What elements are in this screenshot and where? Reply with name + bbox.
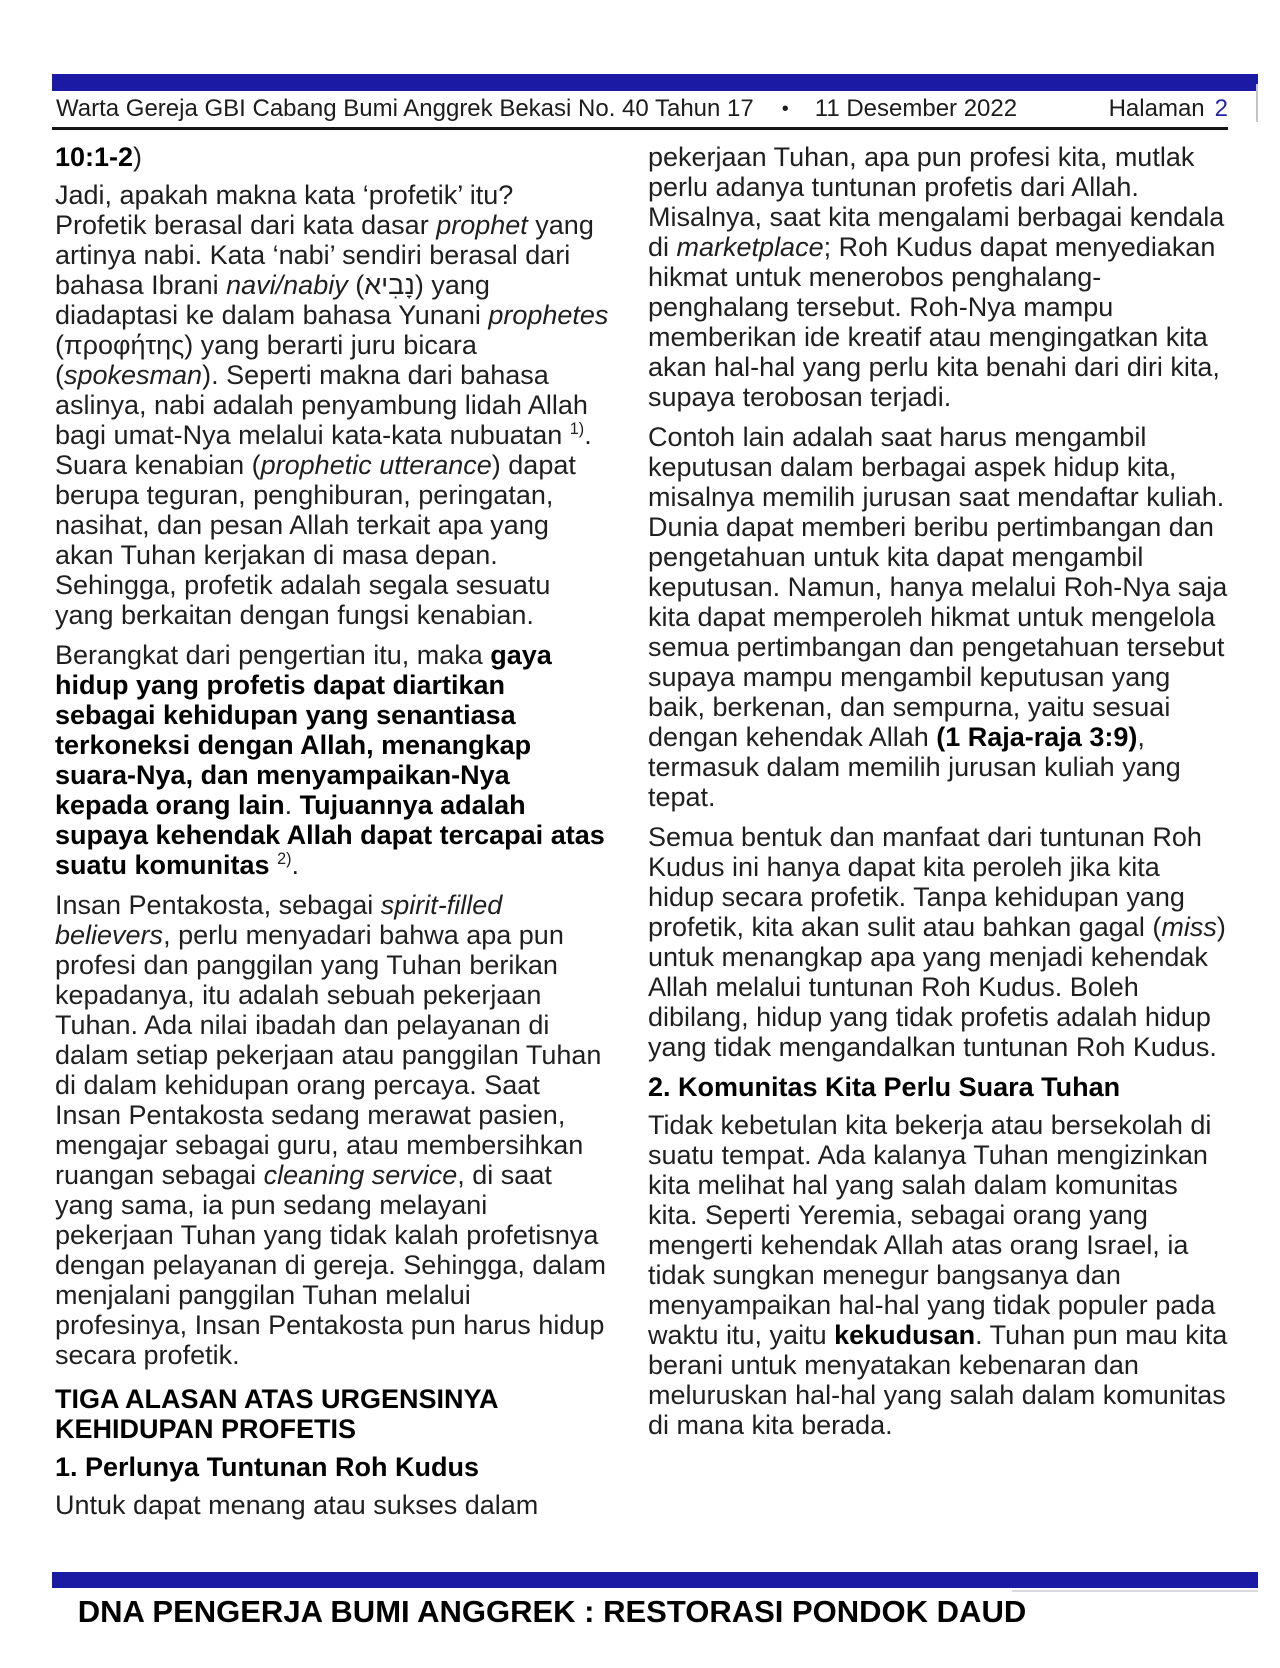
paragraph: Tidak kebetulan kita bekerja atau bersekolah di suatu tempat. Ada kalanya Tuhan mengizinkan kita melihat hal yang salah dalam komunitas kita. Seperti Yeremia, sebagai orang yang mengerti kehendak Allah atas orang Israel, ia tidak sungkan menegur bangsanya dan menyampaikan hal-hal yang tidak populer pada waktu itu, yaitu kekudusan. Tuhan pun mau kita berani untuk menyatakan kebenaran dan meluruskan hal-hal yang salah dalam komunitas di mana kita berada. <box>648 1110 1228 1440</box>
header-divider-rule <box>52 127 1228 130</box>
top-blue-bar <box>52 74 1258 91</box>
paragraph: Contoh lain adalah saat harus mengambil keputusan dalam berbagai aspek hidup kita, misalnya memilih jurusan saat mendaftar kuliah. Dunia dapat memberi beribu pertimbangan dan pengetahuan untuk kita dapat mengambil keputusan. Namun, hanya melalui Roh-Nya saja kita dapat memperoleh hikmat untuk mengelola semua pertimbangan dan pengetahuan tersebut supaya mampu mengambil keputusan yang baik, berkenan, dan sempurna, yaitu sesuai dengan kehendak Allah (1 Raja-raja 3:9), termasuk dalam memilih jurusan kuliah yang tepat. <box>648 422 1228 812</box>
article-body <box>55 142 1228 1530</box>
paragraph: Berangkat dari pengertian itu, maka gaya hidup yang profetis dapat diartikan sebagai kehidupan yang senantiasa terkoneksi dengan Allah, menangkap suara-Nya, dan menyampaikan-Nya kepada orang lain. Tujuannya adalah supaya kehendak Allah dapat tercapai atas suatu komunitas $^{2)}$. <box>55 640 605 880</box>
section-heading: TIGA ALASAN ATAS URGENSINYA KEHIDUPAN PROFETIS <box>55 1384 498 1444</box>
sub-heading: 2. Komunitas Kita Perlu Suara Tuhan <box>648 1072 1121 1102</box>
footer-blue-bar <box>52 1572 1258 1588</box>
sub-heading: 1. Perlunya Tuntunan Roh Kudus <box>55 1452 480 1482</box>
paragraph: Semua bentuk dan manfaat dari tuntunan Roh Kudus ini hanya dapat kita peroleh jika kita hidup secara profetik. Tanpa kehidupan yang profetik, kita akan sulit atau bahkan gagal (miss) untuk menangkap apa yang menjadi kehendak Allah melalui tuntunan Roh Kudus. Boleh dibilang, hidup yang tidak profetis adalah hidup yang tidak mengandalkan tuntunan Roh Kudus. <box>648 822 1226 1062</box>
header-date: 11 Desember 2022 <box>814 95 1018 122</box>
header-bullet-separator: • <box>781 97 789 120</box>
page-number: 2 <box>1214 95 1228 122</box>
paragraph: pekerjaan Tuhan, apa pun profesi kita, mutlak perlu adanya tuntunan profetis dari Allah. Misalnya, saat kita mengalami berbagai kendala di marketplace; Roh Kudus dapat menyediakan hikmat untuk menerobos penghalang-penghalang tersebut. Roh-Nya mampu memberikan ide kreatif atau mengingatkan kita akan hal-hal yang perlu kita benahi dari diri kita, supaya terobosan terjadi. <box>648 142 1225 412</box>
header-title: Warta Gereja GBI Cabang Bumi Anggrek Bekasi No. 40 Tahun 17 <box>56 95 754 122</box>
page-header <box>56 92 1228 126</box>
table-border-artifact <box>1256 84 1258 122</box>
verse-reference: 10:1-2) <box>55 142 143 172</box>
paragraph: Untuk dapat menang atau sukses dalam <box>55 1490 539 1520</box>
paragraph: Insan Pentakosta, sebagai spirit-filled believers, perlu menyadari bahwa apa pun profesi dan panggilan yang Tuhan berikan kepadanya, itu adalah sebuah pekerjaan Tuhan. Ada nilai ibadah dan pelayanan di dalam setiap pekerjaan atau panggilan Tuhan di dalam kehidupan orang percaya. Saat Insan Pentakosta sedang merawat pasien, mengajar sebagai guru, atau membersihkan ruangan sebagai cleaning service, di saat yang sama, ia pun sedang melayani pekerjaan Tuhan yang tidak kalah profetisnya dengan pelayanan di gereja. Sehingga, dalam menjalani panggilan Tuhan melalui profesinya, Insan Pentakosta pun harus hidup secara profetik. <box>55 890 606 1370</box>
paragraph: Jadi, apakah makna kata ‘profetik’ itu? Profetik berasal dari kata dasar prophet yang artinya nabi. Kata ‘nabi’ sendiri berasal dari bahasa Ibrani navi/nabiy (נָבִיא) yang diadaptasi ke dalam bahasa Yunani prophetes (προφήτης) yang berarti juru bicara (spokesman). Seperti makna dari bahasa aslinya, nabi adalah penyambung lidah Allah bagi umat-Nya melalui kata-kata nubuatan $^{1)}$. Suara kenabian (prophetic utterance) dapat berupa teguran, penghiburan, peringatan, nasihat, dan pesan Allah terkait apa yang akan Tuhan kerjakan di masa depan. Sehingga, profetik adalah segala sesuatu yang berkaitan dengan fungsi kenabian. <box>55 180 609 630</box>
left-column <box>55 142 610 1530</box>
footer-slogan: DNA PENGERJA BUMI ANGGREK : RESTORASI PONDOK DAUD <box>77 1594 1027 1629</box>
right-column <box>648 142 1228 1530</box>
footer-border-artifact <box>1012 1590 1258 1592</box>
page-label: Halaman <box>1108 95 1205 122</box>
